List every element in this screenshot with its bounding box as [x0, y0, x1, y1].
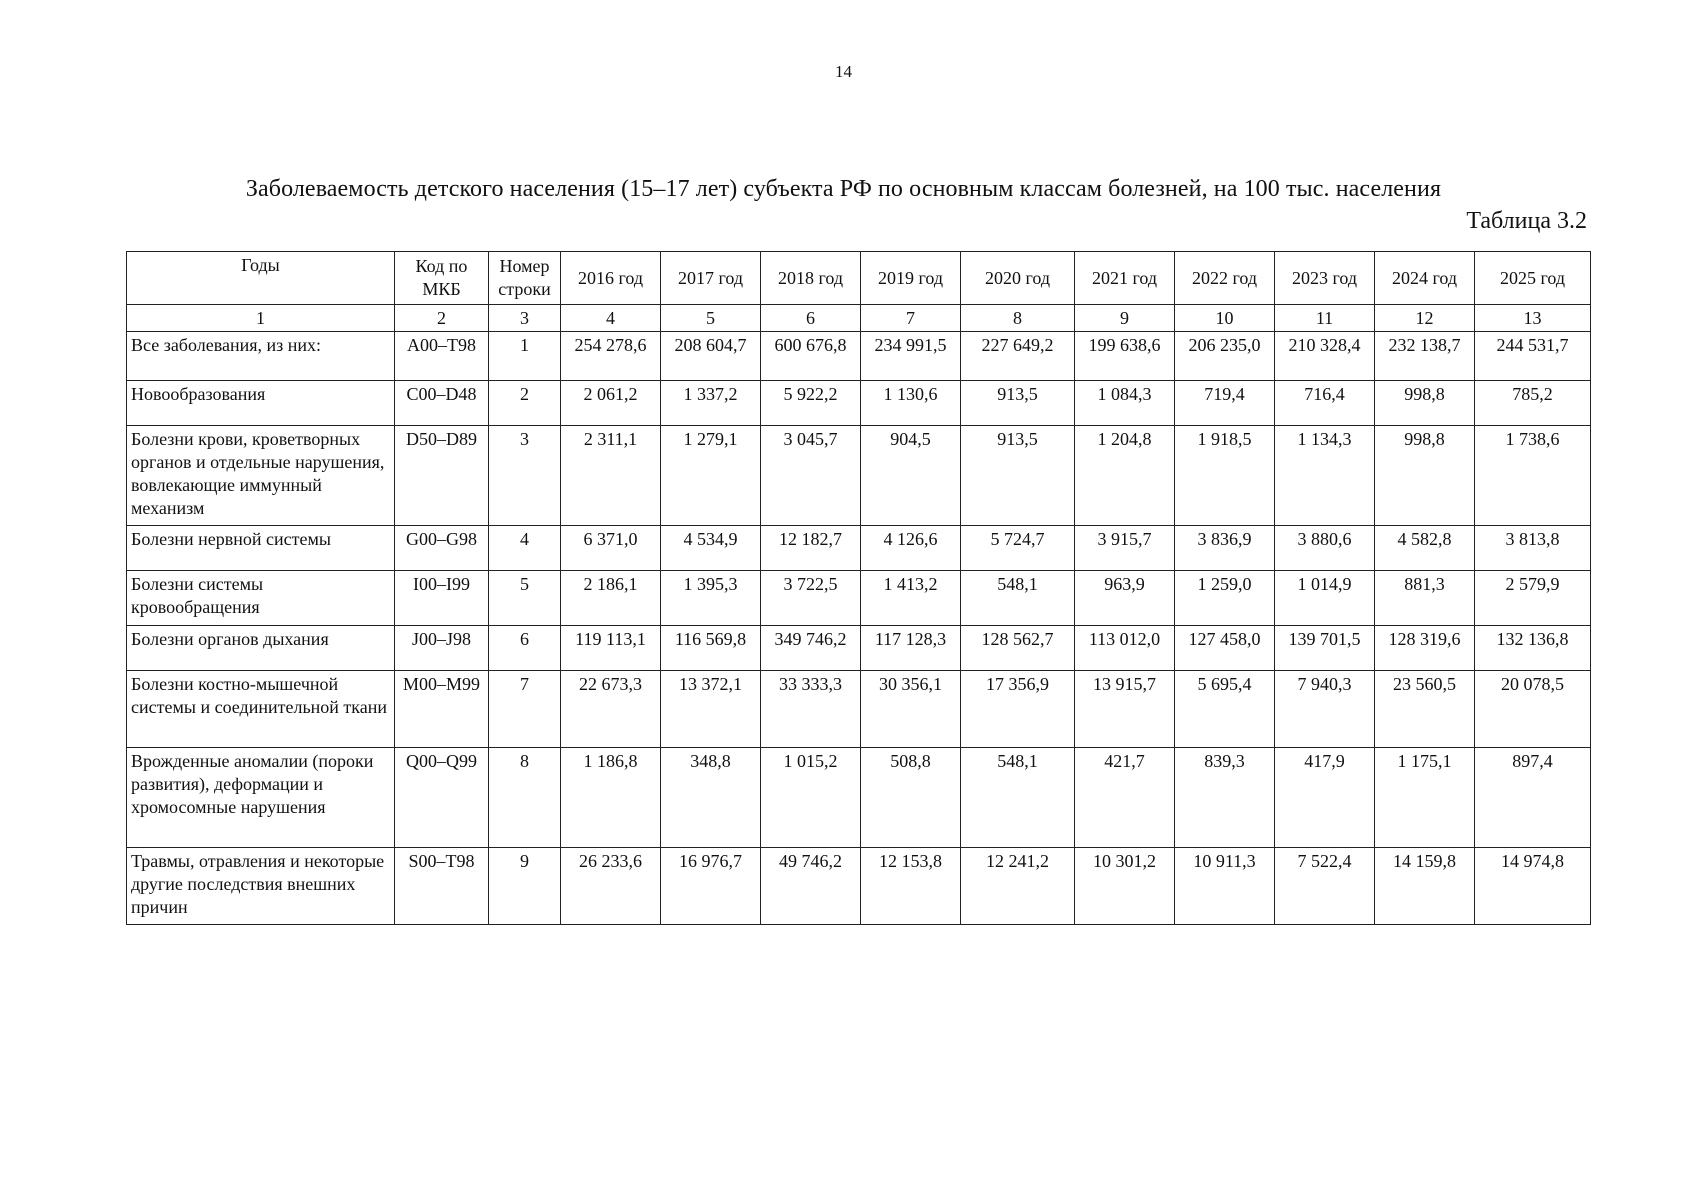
- header-cell: 2021 год: [1075, 252, 1175, 305]
- table-row: [127, 332, 1591, 381]
- value-cell: 3 813,8: [1475, 526, 1591, 571]
- table-reference: Таблица 3.2: [1466, 208, 1587, 234]
- row-number: 5: [489, 571, 561, 626]
- value-cell: 7 522,4: [1275, 848, 1375, 925]
- column-number: 13: [1475, 305, 1591, 332]
- icd-code: J00–J98: [395, 626, 489, 671]
- value-cell: 417,9: [1275, 748, 1375, 848]
- value-cell: 1 259,0: [1175, 571, 1275, 626]
- column-number: 3: [489, 305, 561, 332]
- column-number: 11: [1275, 305, 1375, 332]
- row-number: 7: [489, 671, 561, 748]
- value-cell: 2 579,9: [1475, 571, 1591, 626]
- disease-class-name: Все заболевания, из них:: [127, 332, 395, 381]
- icd-code: A00–T98: [395, 332, 489, 381]
- disease-class-name: Новообразования: [127, 381, 395, 426]
- disease-class-name: Болезни системы кровообращения: [127, 571, 395, 626]
- value-cell: 1 186,8: [561, 748, 661, 848]
- column-number: 6: [761, 305, 861, 332]
- value-cell: 7 940,3: [1275, 671, 1375, 748]
- morbidity-table: [126, 251, 1591, 925]
- value-cell: 1 395,3: [661, 571, 761, 626]
- value-cell: 839,3: [1175, 748, 1275, 848]
- value-cell: 244 531,7: [1475, 332, 1591, 381]
- icd-code: D50–D89: [395, 426, 489, 526]
- table-row: [127, 626, 1591, 671]
- value-cell: 127 458,0: [1175, 626, 1275, 671]
- column-number: 4: [561, 305, 661, 332]
- icd-code: M00–M99: [395, 671, 489, 748]
- header-cell: Номер строки: [489, 252, 561, 305]
- header-cell: 2024 год: [1375, 252, 1475, 305]
- value-cell: 12 241,2: [961, 848, 1075, 925]
- value-cell: 508,8: [861, 748, 961, 848]
- header-cell: Код по МКБ: [395, 252, 489, 305]
- value-cell: 963,9: [1075, 571, 1175, 626]
- value-cell: 3 045,7: [761, 426, 861, 526]
- value-cell: 3 880,6: [1275, 526, 1375, 571]
- icd-code: G00–G98: [395, 526, 489, 571]
- value-cell: 2 311,1: [561, 426, 661, 526]
- disease-class-name: Болезни нервной системы: [127, 526, 395, 571]
- value-cell: 30 356,1: [861, 671, 961, 748]
- table-row: [127, 381, 1591, 426]
- value-cell: 5 724,7: [961, 526, 1075, 571]
- value-cell: 17 356,9: [961, 671, 1075, 748]
- value-cell: 16 976,7: [661, 848, 761, 925]
- value-cell: 232 138,7: [1375, 332, 1475, 381]
- value-cell: 6 371,0: [561, 526, 661, 571]
- value-cell: 881,3: [1375, 571, 1475, 626]
- column-number: 8: [961, 305, 1075, 332]
- row-number: 8: [489, 748, 561, 848]
- value-cell: 13 372,1: [661, 671, 761, 748]
- value-cell: 49 746,2: [761, 848, 861, 925]
- value-cell: 5 695,4: [1175, 671, 1275, 748]
- value-cell: 227 649,2: [961, 332, 1075, 381]
- value-cell: 1 738,6: [1475, 426, 1591, 526]
- table-row: [127, 748, 1591, 848]
- value-cell: 3 836,9: [1175, 526, 1275, 571]
- column-number: 12: [1375, 305, 1475, 332]
- value-cell: 208 604,7: [661, 332, 761, 381]
- value-cell: 4 534,9: [661, 526, 761, 571]
- row-number: 3: [489, 426, 561, 526]
- disease-class-name: Травмы, отравления и некоторые другие последствия внешних причин: [127, 848, 395, 925]
- value-cell: 1 014,9: [1275, 571, 1375, 626]
- value-cell: 349 746,2: [761, 626, 861, 671]
- value-cell: 716,4: [1275, 381, 1375, 426]
- column-number: 5: [661, 305, 761, 332]
- header-cell: 2018 год: [761, 252, 861, 305]
- value-cell: 113 012,0: [1075, 626, 1175, 671]
- value-cell: 1 413,2: [861, 571, 961, 626]
- table-row: [127, 571, 1591, 626]
- value-cell: 1 175,1: [1375, 748, 1475, 848]
- value-cell: 26 233,6: [561, 848, 661, 925]
- value-cell: 13 915,7: [1075, 671, 1175, 748]
- header-cell: 2016 год: [561, 252, 661, 305]
- value-cell: 1 204,8: [1075, 426, 1175, 526]
- header-cell: Годы: [127, 252, 395, 305]
- value-cell: 421,7: [1075, 748, 1175, 848]
- disease-class-name: Болезни крови, кроветворных органов и отдельные нарушения, вовлекающие иммунный механизм: [127, 426, 395, 526]
- value-cell: 14 974,8: [1475, 848, 1591, 925]
- value-cell: 5 922,2: [761, 381, 861, 426]
- value-cell: 2 061,2: [561, 381, 661, 426]
- value-cell: 1 337,2: [661, 381, 761, 426]
- value-cell: 2 186,1: [561, 571, 661, 626]
- table-title: Заболеваемость детского населения (15–17 лет) субъекта РФ по основным классам болезней, на 100 тыс. населения: [245, 176, 1442, 202]
- value-cell: 234 991,5: [861, 332, 961, 381]
- value-cell: 998,8: [1375, 381, 1475, 426]
- header-row: [127, 252, 1591, 305]
- table-row: [127, 848, 1591, 925]
- value-cell: 199 638,6: [1075, 332, 1175, 381]
- row-number: 9: [489, 848, 561, 925]
- value-cell: 3 722,5: [761, 571, 861, 626]
- value-cell: 1 918,5: [1175, 426, 1275, 526]
- value-cell: 785,2: [1475, 381, 1591, 426]
- value-cell: 128 319,6: [1375, 626, 1475, 671]
- header-cell: 2019 год: [861, 252, 961, 305]
- value-cell: 1 084,3: [1075, 381, 1175, 426]
- row-number: 4: [489, 526, 561, 571]
- value-cell: 132 136,8: [1475, 626, 1591, 671]
- value-cell: 600 676,8: [761, 332, 861, 381]
- value-cell: 210 328,4: [1275, 332, 1375, 381]
- value-cell: 904,5: [861, 426, 961, 526]
- header-cell: 2022 год: [1175, 252, 1275, 305]
- table-row: [127, 671, 1591, 748]
- value-cell: 1 279,1: [661, 426, 761, 526]
- header-cell: 2020 год: [961, 252, 1075, 305]
- column-number: 10: [1175, 305, 1275, 332]
- row-number: 1: [489, 332, 561, 381]
- value-cell: 3 915,7: [1075, 526, 1175, 571]
- value-cell: 20 078,5: [1475, 671, 1591, 748]
- disease-class-name: Болезни костно-мышечной системы и соединительной ткани: [127, 671, 395, 748]
- value-cell: 10 911,3: [1175, 848, 1275, 925]
- value-cell: 4 582,8: [1375, 526, 1475, 571]
- disease-class-name: Болезни органов дыхания: [127, 626, 395, 671]
- page-number: 14: [835, 62, 852, 81]
- value-cell: 139 701,5: [1275, 626, 1375, 671]
- icd-code: S00–T98: [395, 848, 489, 925]
- value-cell: 998,8: [1375, 426, 1475, 526]
- value-cell: 1 015,2: [761, 748, 861, 848]
- header-cell: 2025 год: [1475, 252, 1591, 305]
- column-number: 7: [861, 305, 961, 332]
- header-cell: 2023 год: [1275, 252, 1375, 305]
- value-cell: 348,8: [661, 748, 761, 848]
- value-cell: 1 134,3: [1275, 426, 1375, 526]
- value-cell: 117 128,3: [861, 626, 961, 671]
- value-cell: 116 569,8: [661, 626, 761, 671]
- value-cell: 548,1: [961, 748, 1075, 848]
- column-number: 2: [395, 305, 489, 332]
- value-cell: 22 673,3: [561, 671, 661, 748]
- value-cell: 119 113,1: [561, 626, 661, 671]
- column-number-row: [127, 305, 1591, 332]
- icd-code: Q00–Q99: [395, 748, 489, 848]
- value-cell: 14 159,8: [1375, 848, 1475, 925]
- row-number: 6: [489, 626, 561, 671]
- column-number: 1: [127, 305, 395, 332]
- value-cell: 128 562,7: [961, 626, 1075, 671]
- value-cell: 10 301,2: [1075, 848, 1175, 925]
- icd-code: I00–I99: [395, 571, 489, 626]
- value-cell: 4 126,6: [861, 526, 961, 571]
- value-cell: 254 278,6: [561, 332, 661, 381]
- value-cell: 206 235,0: [1175, 332, 1275, 381]
- column-number: 9: [1075, 305, 1175, 332]
- header-cell: 2017 год: [661, 252, 761, 305]
- value-cell: 33 333,3: [761, 671, 861, 748]
- table-row: [127, 526, 1591, 571]
- value-cell: 12 153,8: [861, 848, 961, 925]
- value-cell: 548,1: [961, 571, 1075, 626]
- table-row: [127, 426, 1591, 526]
- value-cell: 23 560,5: [1375, 671, 1475, 748]
- value-cell: 12 182,7: [761, 526, 861, 571]
- disease-class-name: Врожденные аномалии (пороки развития), деформации и хромосомные нарушения: [127, 748, 395, 848]
- value-cell: 897,4: [1475, 748, 1591, 848]
- value-cell: 1 130,6: [861, 381, 961, 426]
- row-number: 2: [489, 381, 561, 426]
- value-cell: 913,5: [961, 426, 1075, 526]
- value-cell: 913,5: [961, 381, 1075, 426]
- icd-code: C00–D48: [395, 381, 489, 426]
- value-cell: 719,4: [1175, 381, 1275, 426]
